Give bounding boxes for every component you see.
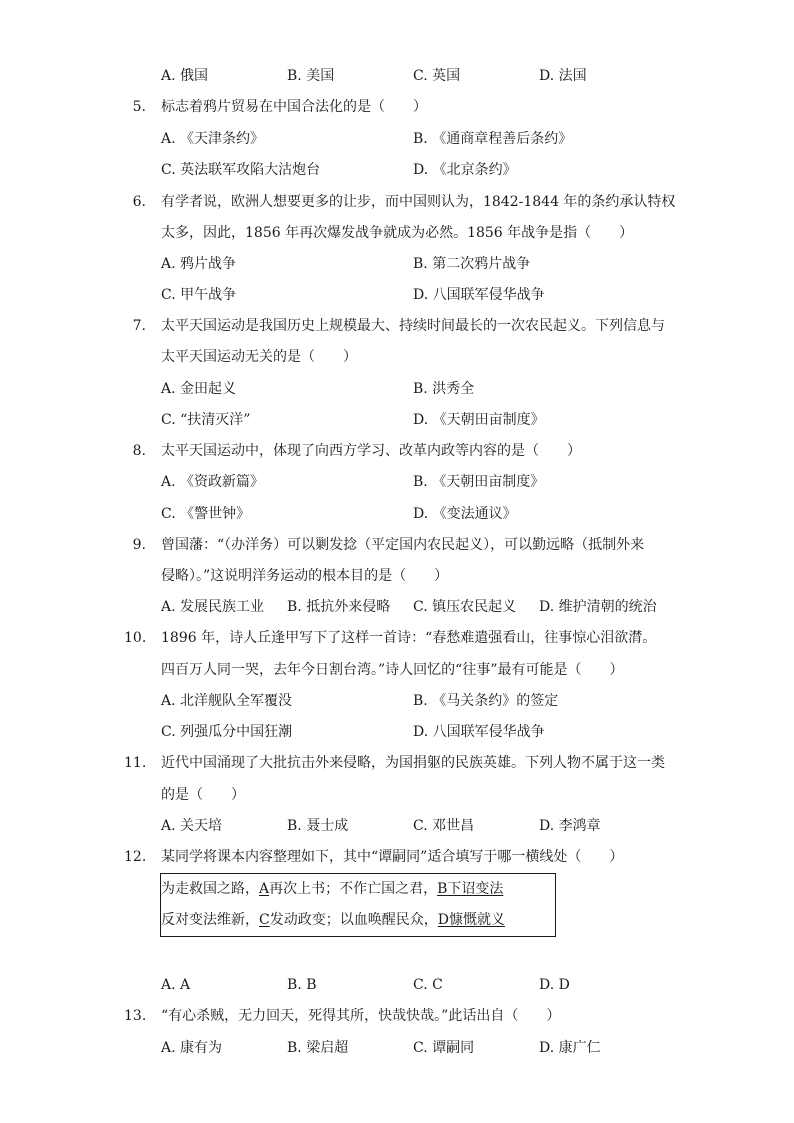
q7-option-d: D. 《天朝田亩制度》 (413, 412, 545, 428)
q10-stem-line2: 四百万人同一哭，去年今日割台湾。”诗人回忆的“往事”最有可能是（ ） (161, 662, 624, 678)
q11-option-b: B. 聂士成 (287, 818, 349, 834)
q4-option-d: D. 法国 (539, 68, 587, 84)
q13-option-c: C. 谭嗣同 (413, 1040, 475, 1056)
q9-option-b: B. 抵抗外来侵略 (287, 599, 391, 615)
q12-box-line2: 反对变法维新，C发动政变；以血唤醒民众，D慷慨就义 (161, 912, 505, 928)
q11-option-d: D. 李鸿章 (539, 818, 601, 834)
q11-stem-line2: 的是（ ） (161, 787, 245, 803)
q11-number: 11. (124, 755, 147, 771)
q7-stem-line2: 太平天国运动无关的是（ ） (161, 349, 357, 365)
q4-option-b: B. 美国 (287, 68, 335, 84)
q13-option-d: D. 康广仁 (539, 1040, 601, 1056)
q12-content-box (160, 873, 556, 937)
q10-option-b: B. 《马关条约》的签定 (413, 693, 559, 709)
q7-option-c: C. “扶清灭洋” (161, 412, 251, 428)
q6-option-c: C. 甲午战争 (161, 287, 237, 303)
q12-option-d: D. D (539, 977, 570, 993)
q4-option-c: C. 英国 (413, 68, 461, 84)
q9-stem-line1: 曾国藩：“（办洋务）可以剿发捻（平定国内农民起义），可以勤远略（抵制外来 (161, 537, 645, 553)
q12-number: 12. (124, 849, 147, 865)
q5-option-c: C. 英法联军攻陷大沽炮台 (161, 162, 321, 178)
q12-option-c: C. C (413, 977, 443, 993)
q11-option-c: C. 邓世昌 (413, 818, 475, 834)
q12-stem: 某同学将课本内容整理如下，其中“谭嗣同”适合填写于哪一横线处（ ） (161, 849, 624, 865)
q9-option-c: C. 镇压农民起义 (413, 599, 517, 615)
q6-stem-line1: 有学者说，欧洲人想要更多的让步，而中国则认为，1842-1844 年的条约承认特权 (161, 194, 676, 210)
q5-number: 5. (132, 99, 146, 115)
q5-stem: 标志着鸦片贸易在中国合法化的是（ ） (161, 99, 427, 115)
q6-number: 6. (132, 194, 146, 210)
q12-box-line1: 为走救国之路，A再次上书；不作亡国之君，B下诏变法 (161, 881, 504, 897)
q8-option-a: A. 《资政新篇》 (161, 474, 265, 490)
q10-option-c: C. 列强瓜分中国狂潮 (161, 724, 293, 740)
q6-option-a: A. 鸦片战争 (161, 256, 237, 272)
q7-option-b: B. 洪秀全 (413, 381, 475, 397)
q13-number: 13. (124, 1008, 147, 1024)
q9-option-a: A. 发展民族工业 (161, 599, 265, 615)
q8-option-c: C. 《警世钟》 (161, 506, 251, 522)
q8-option-b: B. 《天朝田亩制度》 (413, 474, 545, 490)
q13-option-a: A. 康有为 (161, 1040, 223, 1056)
q10-number: 10. (124, 630, 147, 646)
q4-option-a: A. 俄国 (161, 68, 209, 84)
q9-number: 9. (132, 537, 146, 553)
q6-stem-line2: 太多，因此，1856 年再次爆发战争就成为必然。1856 年战争是指（ ） (161, 225, 634, 241)
q12-option-a: A. A (161, 977, 191, 993)
q11-stem-line1: 近代中国涌现了大批抗击外来侵略，为国捐躯的民族英雄。下列人物不属于这一类 (161, 755, 665, 771)
q13-option-b: B. 梁启超 (287, 1040, 349, 1056)
q5-option-a: A. 《天津条约》 (161, 131, 265, 147)
q7-stem-line1: 太平天国运动是我国历史上规模最大、持续时间最长的一次农民起义。下列信息与 (161, 318, 665, 334)
q6-option-b: B. 第二次鸦片战争 (413, 256, 531, 272)
q7-option-a: A. 金田起义 (161, 381, 237, 397)
q10-option-a: A. 北洋舰队全军覆没 (161, 693, 293, 709)
q8-stem: 太平天国运动中，体现了向西方学习、改革内政等内容的是（ ） (161, 443, 581, 459)
q9-stem-line2: 侵略）。”这说明洋务运动的根本目的是（ ） (161, 568, 449, 584)
q8-option-d: D. 《变法通议》 (413, 506, 517, 522)
q5-option-d: D. 《北京条约》 (413, 162, 517, 178)
q10-option-d: D. 八国联军侵华战争 (413, 724, 545, 740)
q9-option-d: D. 维护清朝的统治 (539, 599, 657, 615)
q5-option-b: B. 《通商章程善后条约》 (413, 131, 573, 147)
q11-option-a: A. 关天培 (161, 818, 223, 834)
q7-number: 7. (132, 318, 146, 334)
q6-option-d: D. 八国联军侵华战争 (413, 287, 545, 303)
q13-stem: “有心杀贼，无力回天，死得其所，快哉快哉。”此话出自（ ） (161, 1008, 561, 1024)
q10-stem-line1: 1896 年，诗人丘逢甲写下了这样一首诗：“春愁难遣强看山，往事惊心泪欲潸。 (161, 630, 657, 646)
q12-option-b: B. B (287, 977, 317, 993)
q8-number: 8. (132, 443, 146, 459)
